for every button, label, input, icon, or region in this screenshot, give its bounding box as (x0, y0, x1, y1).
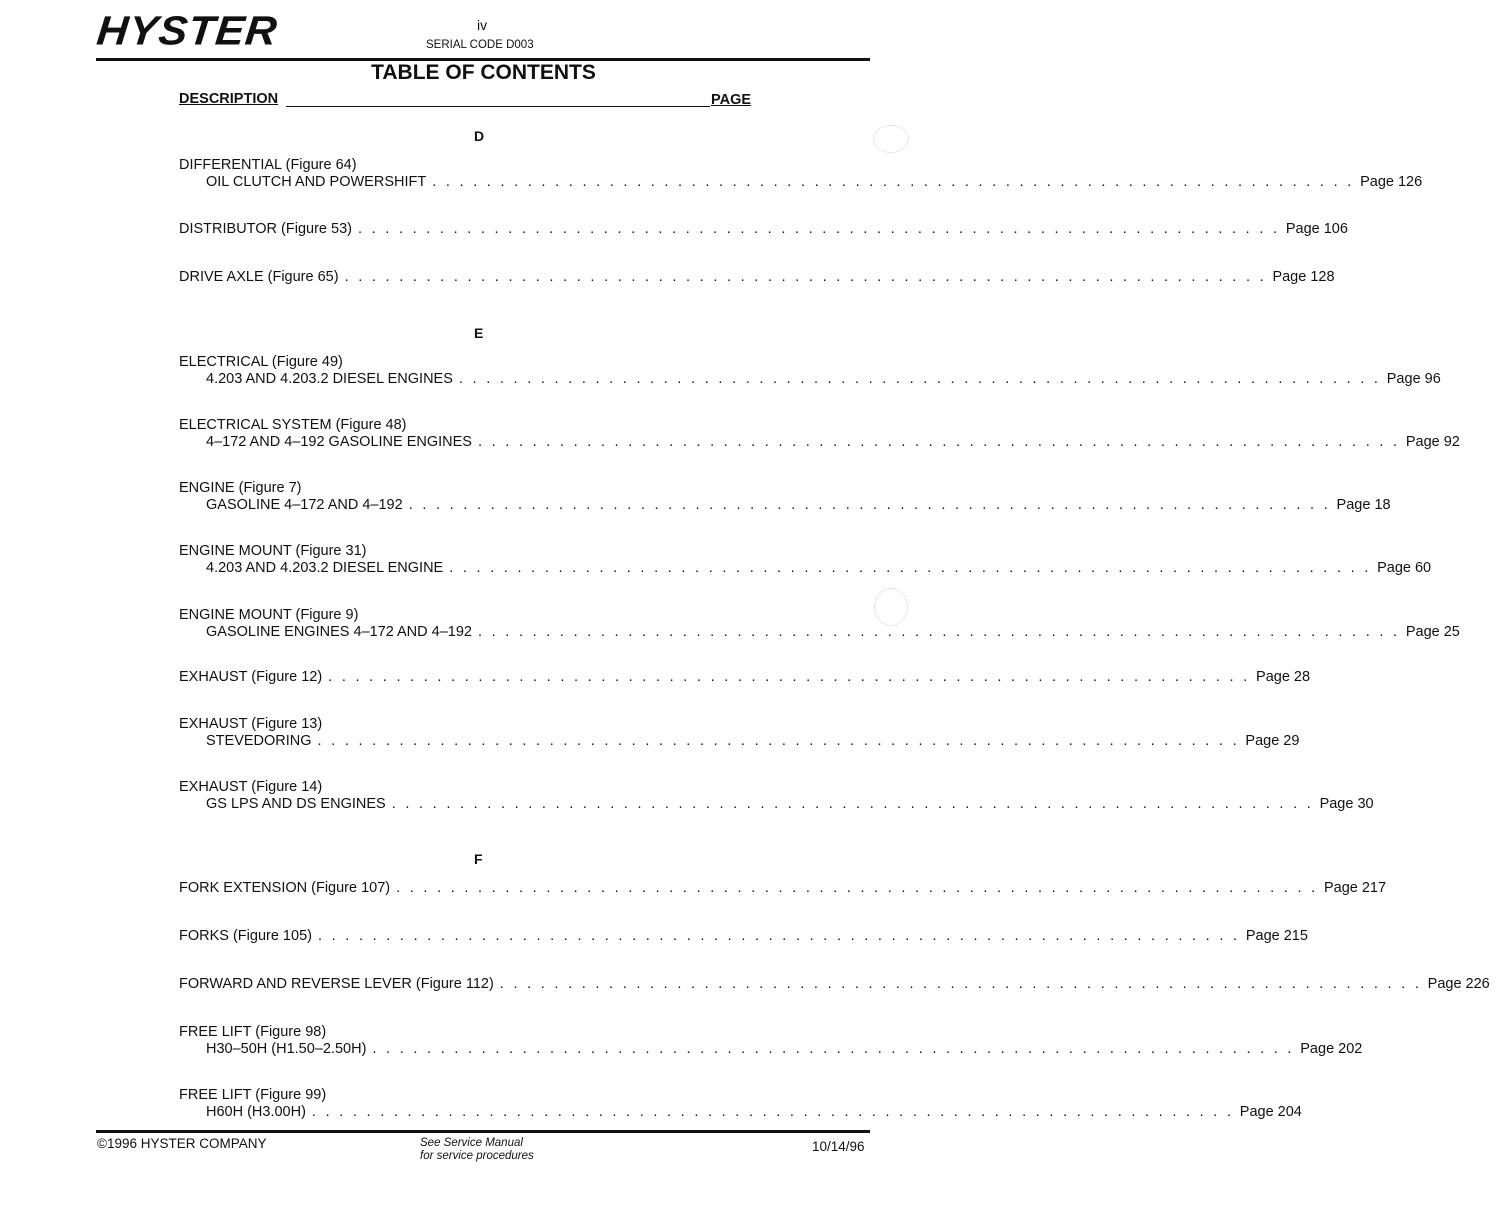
toc-entry-page: Page 106 (1285, 221, 1348, 237)
toc-entry (179, 607, 1460, 641)
toc-entry-subtitle: H30–50H (H1.50–2.50H) (206, 1041, 367, 1057)
toc-entry (179, 716, 1300, 750)
toc-entry-page: Page 202 (1300, 1041, 1363, 1057)
dot-leader: . . . . . . . . . . . . . . . . . . . . . . . . . . . . . . . . . . . . . . . . . . . . . . . . . . . . . . . . . . . . . . . . . . . . (458, 371, 1381, 387)
toc-entry-page: Page 215 (1245, 928, 1308, 944)
dot-leader: . . . . . . . . . . . . . . . . . . . . . . . . . . . . . . . . . . . . . . . . . . . . . . . . . . . . . . . . . . . . . . . . . . . . (357, 221, 1280, 237)
toc-entry-title: ENGINE MOUNT (Figure 9) (179, 607, 359, 623)
serial-code: SERIAL CODE D003 (426, 39, 534, 51)
toc-entry-title: ENGINE (Figure 7) (179, 480, 302, 496)
toc-entry-title: DISTRIBUTOR (Figure 53) (179, 221, 352, 237)
toc-entry-page: Page 96 (1386, 371, 1441, 387)
section-letter-d: D (474, 128, 485, 144)
toc-entry-title: FORWARD AND REVERSE LEVER (Figure 112) (179, 976, 494, 992)
toc-entry (179, 976, 1490, 993)
toc-entry-page: Page 217 (1323, 880, 1387, 896)
toc-entry-page: Page 25 (1405, 624, 1460, 640)
scan-smudge (873, 125, 909, 153)
dot-leader: . . . . . . . . . . . . . . . . . . . . . . . . . . . . . . . . . . . . . . . . . . . . . . . . . . . . . . . . . . . . . . . . . . . . (328, 669, 1251, 685)
toc-entry-title: FORK EXTENSION (Figure 107) (179, 880, 391, 896)
toc-entry-page: Page 29 (1245, 733, 1300, 749)
section-letter-e: E (474, 325, 484, 341)
page-column-header: PAGE (711, 92, 752, 108)
toc-entry (179, 354, 1441, 388)
toc-entry-title: EXHAUST (Figure 14) (179, 779, 323, 795)
section-letter-f: F (474, 851, 483, 867)
toc-entry-page: Page 128 (1272, 269, 1335, 285)
toc-entry-title: DRIVE AXLE (Figure 65) (179, 269, 339, 285)
toc-entry-page: Page 126 (1360, 174, 1423, 190)
toc-entry (179, 480, 1391, 514)
toc-entry-subtitle: 4.203 AND 4.203.2 DIESEL ENGINES (206, 371, 453, 387)
toc-entry-page: Page 60 (1377, 560, 1432, 576)
toc-entry-title: FORKS (Figure 105) (179, 928, 312, 944)
toc-entry (179, 417, 1460, 451)
toc-entry (179, 669, 1311, 686)
dot-leader: . . . . . . . . . . . . . . . . . . . . . . . . . . . . . . . . . . . . . . . . . . . . . . . . . . . . . . . . . . . . . . . . . . . . (499, 976, 1422, 992)
toc-entry (179, 157, 1423, 191)
dot-leader: . . . . . . . . . . . . . . . . . . . . . . . . . . . . . . . . . . . . . . . . . . . . . . . . . . . . . . . . . . . . . . . . . . . . (344, 269, 1267, 285)
toc-entry (179, 269, 1335, 286)
toc-entry-title: FREE LIFT (Figure 98) (179, 1024, 327, 1040)
service-note-line-2: for service procedures (420, 1150, 534, 1162)
toc-entry-page: Page 30 (1319, 796, 1374, 812)
service-note (420, 1137, 534, 1163)
toc-entry-title: ELECTRICAL SYSTEM (Figure 48) (179, 417, 407, 433)
toc-entry-page: Page 92 (1405, 434, 1460, 450)
toc-entry (179, 543, 1432, 577)
page-number: iv (477, 17, 488, 33)
toc-entry-title: EXHAUST (Figure 13) (179, 716, 323, 732)
toc-entry-subtitle: GASOLINE 4–172 AND 4–192 (206, 497, 403, 513)
page-title: TABLE OF CONTENTS (371, 61, 596, 84)
toc-entry-page: Page 18 (1336, 497, 1391, 513)
dot-leader: . . . . . . . . . . . . . . . . . . . . . . . . . . . . . . . . . . . . . . . . . . . . . . . . . . . . . . . . . . . . . . . . . . . . (372, 1041, 1295, 1057)
toc-entry (179, 1087, 1302, 1121)
dot-leader: . . . . . . . . . . . . . . . . . . . . . . . . . . . . . . . . . . . . . . . . . . . . . . . . . . . . . . . . . . . . . . . . . . . . (432, 174, 1355, 190)
scan-smudge (874, 588, 908, 626)
toc-entry-subtitle: 4.203 AND 4.203.2 DIESEL ENGINE (206, 560, 444, 576)
dot-leader: . . . . . . . . . . . . . . . . . . . . . . . . . . . . . . . . . . . . . . . . . . . . . . . . . . . . . . . . . . . . . . . . . . . . (311, 1104, 1234, 1120)
toc-entry (179, 221, 1348, 238)
bottom-rule (96, 1130, 870, 1133)
dot-leader: . . . . . . . . . . . . . . . . . . . . . . . . . . . . . . . . . . . . . . . . . . . . . . . . . . . . . . . . . . . . . . . . . . . . (408, 497, 1331, 513)
toc-entry-subtitle: STEVEDORING (206, 733, 312, 749)
toc-entry (179, 779, 1374, 813)
dot-leader: . . . . . . . . . . . . . . . . . . . . . . . . . . . . . . . . . . . . . . . . . . . . . . . . . . . . . . . . . . . . . . . . . . . . (317, 928, 1240, 944)
toc-entry (179, 928, 1308, 945)
dot-leader: . . . . . . . . . . . . . . . . . . . . . . . . . . . . . . . . . . . . . . . . . . . . . . . . . . . . . . . . . . . . . . . . . . . . (317, 733, 1240, 749)
toc-entry-subtitle: OIL CLUTCH AND POWERSHIFT (206, 174, 427, 190)
toc-entry-subtitle: H60H (H3.00H) (206, 1104, 306, 1120)
footer-date: 10/14/96 (812, 1139, 865, 1154)
dot-leader: . . . . . . . . . . . . . . . . . . . . . . . . . . . . . . . . . . . . . . . . . . . . . . . . . . . . . . . . . . . . . . . . . . . . (396, 880, 1318, 896)
header-rule (286, 106, 710, 107)
toc-entry-title: EXHAUST (Figure 12) (179, 669, 323, 685)
dot-leader: . . . . . . . . . . . . . . . . . . . . . . . . . . . . . . . . . . . . . . . . . . . . . . . . . . . . . . . . . . . . . . . . . . . . (449, 560, 1372, 576)
toc-entry (179, 1024, 1363, 1058)
toc-entry-subtitle: GASOLINE ENGINES 4–172 AND 4–192 (206, 624, 472, 640)
hyster-logo: HYSTER (94, 8, 280, 54)
toc-entry-title: FREE LIFT (Figure 99) (179, 1087, 327, 1103)
dot-leader: . . . . . . . . . . . . . . . . . . . . . . . . . . . . . . . . . . . . . . . . . . . . . . . . . . . . . . . . . . . . . . . . . . . . (391, 796, 1314, 812)
dot-leader: . . . . . . . . . . . . . . . . . . . . . . . . . . . . . . . . . . . . . . . . . . . . . . . . . . . . . . . . . . . . . . . . . . . . (477, 624, 1400, 640)
copyright: ©1996 HYSTER COMPANY (97, 1136, 267, 1151)
description-column-header: DESCRIPTION (179, 91, 279, 107)
toc-entry-subtitle: 4–172 AND 4–192 GASOLINE ENGINES (206, 434, 472, 450)
toc-entry-page: Page 204 (1239, 1104, 1302, 1120)
dot-leader: . . . . . . . . . . . . . . . . . . . . . . . . . . . . . . . . . . . . . . . . . . . . . . . . . . . . . . . . . . . . . . . . . . . . (477, 434, 1400, 450)
toc-entry-title: DIFFERENTIAL (Figure 64) (179, 157, 357, 173)
toc-entry-subtitle: GS LPS AND DS ENGINES (206, 796, 386, 812)
toc-entry-page: Page 28 (1256, 669, 1311, 685)
service-note-line-1: See Service Manual (420, 1137, 523, 1149)
toc-entry-page: Page 226 (1427, 976, 1490, 992)
toc-entry-title: ELECTRICAL (Figure 49) (179, 354, 343, 370)
toc-entry (179, 880, 1387, 897)
toc-entry-title: ENGINE MOUNT (Figure 31) (179, 543, 367, 559)
